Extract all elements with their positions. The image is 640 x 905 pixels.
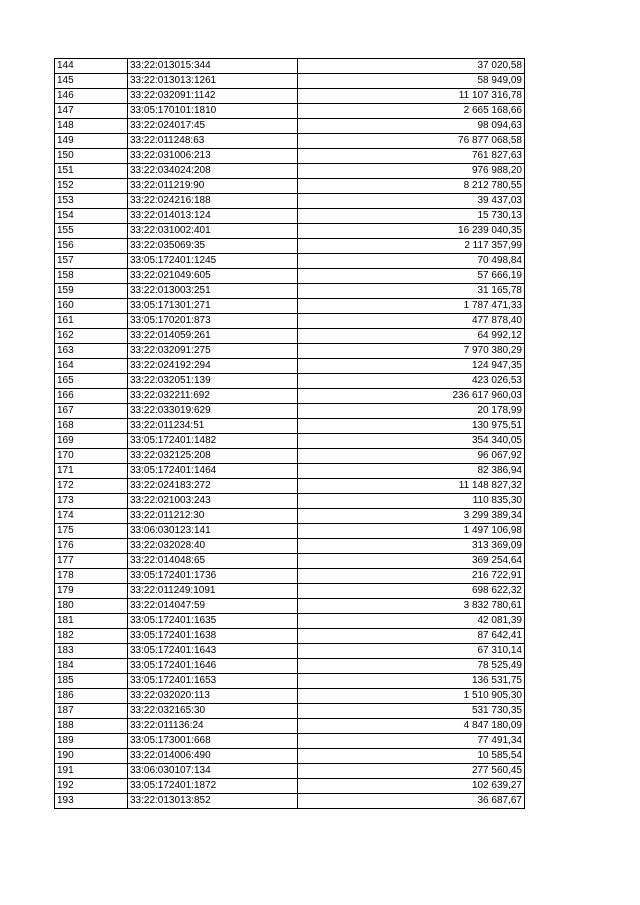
- row-number-cell: 169: [55, 434, 128, 449]
- cadastral-value-cell: 67 310,14: [298, 644, 525, 659]
- cadastral-value-cell: 11 107 316,78: [298, 89, 525, 104]
- cadastral-number-cell: 33:22:014013:124: [128, 209, 298, 224]
- table-row: [55, 134, 525, 149]
- cadastral-number-cell: 33:05:171301:271: [128, 299, 298, 314]
- cadastral-number-cell: 33:22:021049:605: [128, 269, 298, 284]
- cadastral-value-cell: 7 970 380,29: [298, 344, 525, 359]
- table-row: [55, 389, 525, 404]
- cadastral-value-cell: 20 178,99: [298, 404, 525, 419]
- cadastral-number-cell: 33:22:032165:30: [128, 704, 298, 719]
- cadastral-value-cell: 8 212 780,55: [298, 179, 525, 194]
- row-number-cell: 155: [55, 224, 128, 239]
- cadastral-value-cell: 58 949,09: [298, 74, 525, 89]
- row-number-cell: 166: [55, 389, 128, 404]
- table-row: [55, 119, 525, 134]
- row-number-cell: 144: [55, 59, 128, 74]
- row-number-cell: 170: [55, 449, 128, 464]
- cadastral-value-cell: 11 148 827,32: [298, 479, 525, 494]
- row-number-cell: 153: [55, 194, 128, 209]
- table-row: [55, 749, 525, 764]
- table-row: [55, 419, 525, 434]
- cadastral-value-cell: 369 254,64: [298, 554, 525, 569]
- cadastral-number-cell: 33:05:172401:1245: [128, 254, 298, 269]
- cadastral-number-cell: 33:22:032028:40: [128, 539, 298, 554]
- table-row: [55, 359, 525, 374]
- cadastral-value-cell: 761 827,63: [298, 149, 525, 164]
- cadastral-value-cell: 4 847 180,09: [298, 719, 525, 734]
- cadastral-number-cell: 33:06:030107:134: [128, 764, 298, 779]
- row-number-cell: 168: [55, 419, 128, 434]
- row-number-cell: 174: [55, 509, 128, 524]
- cadastral-number-cell: 33:22:024183:272: [128, 479, 298, 494]
- cadastral-number-cell: 33:22:011248:63: [128, 134, 298, 149]
- table-row: [55, 314, 525, 329]
- row-number-cell: 158: [55, 269, 128, 284]
- table-row: [55, 164, 525, 179]
- row-number-cell: 193: [55, 794, 128, 809]
- cadastral-value-cell: 31 165,78: [298, 284, 525, 299]
- row-number-cell: 146: [55, 89, 128, 104]
- table-row: [55, 509, 525, 524]
- row-number-cell: 167: [55, 404, 128, 419]
- cadastral-value-cell: 124 947,35: [298, 359, 525, 374]
- cadastral-value-cell: 3 832 780,61: [298, 599, 525, 614]
- cadastral-value-cell: 477 878,40: [298, 314, 525, 329]
- table-row: [55, 479, 525, 494]
- row-number-cell: 181: [55, 614, 128, 629]
- table-row: [55, 569, 525, 584]
- cadastral-value-cell: 15 730,13: [298, 209, 525, 224]
- table-row: [55, 779, 525, 794]
- row-number-cell: 176: [55, 539, 128, 554]
- row-number-cell: 161: [55, 314, 128, 329]
- cadastral-value-cell: 1 787 471,33: [298, 299, 525, 314]
- row-number-cell: 150: [55, 149, 128, 164]
- table-row: [55, 224, 525, 239]
- cadastral-number-cell: 33:22:014059:261: [128, 329, 298, 344]
- table-row: [55, 239, 525, 254]
- row-number-cell: 175: [55, 524, 128, 539]
- cadastral-value-table: [54, 58, 525, 809]
- table-row: [55, 104, 525, 119]
- cadastral-value-cell: 531 730,35: [298, 704, 525, 719]
- table-row: [55, 794, 525, 809]
- cadastral-value-cell: 10 585,54: [298, 749, 525, 764]
- cadastral-number-cell: 33:22:032091:275: [128, 344, 298, 359]
- cadastral-value-cell: 36 687,67: [298, 794, 525, 809]
- table-row: [55, 584, 525, 599]
- table-row: [55, 269, 525, 284]
- cadastral-value-cell: 3 299 389,34: [298, 509, 525, 524]
- row-number-cell: 157: [55, 254, 128, 269]
- cadastral-value-cell: 102 639,27: [298, 779, 525, 794]
- row-number-cell: 148: [55, 119, 128, 134]
- table-row: [55, 734, 525, 749]
- row-number-cell: 182: [55, 629, 128, 644]
- cadastral-value-cell: 70 498,84: [298, 254, 525, 269]
- row-number-cell: 164: [55, 359, 128, 374]
- cadastral-value-cell: 76 877 068,58: [298, 134, 525, 149]
- cadastral-value-cell: 16 239 040,35: [298, 224, 525, 239]
- row-number-cell: 163: [55, 344, 128, 359]
- cadastral-value-cell: 57 666,19: [298, 269, 525, 284]
- row-number-cell: 173: [55, 494, 128, 509]
- cadastral-number-cell: 33:05:172401:1736: [128, 569, 298, 584]
- cadastral-number-cell: 33:22:032211:692: [128, 389, 298, 404]
- cadastral-value-cell: 110 835,30: [298, 494, 525, 509]
- row-number-cell: 151: [55, 164, 128, 179]
- row-number-cell: 189: [55, 734, 128, 749]
- cadastral-number-cell: 33:22:011136:24: [128, 719, 298, 734]
- cadastral-number-cell: 33:22:011219:90: [128, 179, 298, 194]
- table-row: [55, 404, 525, 419]
- cadastral-number-cell: 33:05:172401:1464: [128, 464, 298, 479]
- cadastral-number-cell: 33:05:170101:1810: [128, 104, 298, 119]
- row-number-cell: 147: [55, 104, 128, 119]
- cadastral-number-cell: 33:22:013013:1261: [128, 74, 298, 89]
- cadastral-number-cell: 33:05:172401:1653: [128, 674, 298, 689]
- cadastral-value-cell: 96 067,92: [298, 449, 525, 464]
- cadastral-number-cell: 33:22:032125:208: [128, 449, 298, 464]
- row-number-cell: 154: [55, 209, 128, 224]
- row-number-cell: 186: [55, 689, 128, 704]
- row-number-cell: 188: [55, 719, 128, 734]
- cadastral-value-cell: 423 026,53: [298, 374, 525, 389]
- cadastral-number-cell: 33:22:014047:59: [128, 599, 298, 614]
- cadastral-value-cell: 236 617 960,03: [298, 389, 525, 404]
- row-number-cell: 177: [55, 554, 128, 569]
- cadastral-number-cell: 33:22:024216:188: [128, 194, 298, 209]
- cadastral-value-cell: 277 560,45: [298, 764, 525, 779]
- cadastral-number-cell: 33:22:011249:1091: [128, 584, 298, 599]
- table-row: [55, 149, 525, 164]
- cadastral-value-cell: 1 497 106,98: [298, 524, 525, 539]
- table-row: [55, 689, 525, 704]
- table-row: [55, 629, 525, 644]
- cadastral-number-cell: 33:22:013013:852: [128, 794, 298, 809]
- cadastral-value-cell: 136 531,75: [298, 674, 525, 689]
- cadastral-number-cell: 33:22:024192:294: [128, 359, 298, 374]
- cadastral-number-cell: 33:22:031006:213: [128, 149, 298, 164]
- table-row: [55, 719, 525, 734]
- row-number-cell: 184: [55, 659, 128, 674]
- table-row: [55, 284, 525, 299]
- cadastral-value-cell: 976 988,20: [298, 164, 525, 179]
- row-number-cell: 190: [55, 749, 128, 764]
- cadastral-number-cell: 33:22:034024:208: [128, 164, 298, 179]
- cadastral-number-cell: 33:06:030123:141: [128, 524, 298, 539]
- cadastral-number-cell: 33:22:013003:251: [128, 284, 298, 299]
- row-number-cell: 159: [55, 284, 128, 299]
- cadastral-number-cell: 33:05:172401:1482: [128, 434, 298, 449]
- table-row: [55, 644, 525, 659]
- cadastral-number-cell: 33:22:024017:45: [128, 119, 298, 134]
- row-number-cell: 180: [55, 599, 128, 614]
- cadastral-value-cell: 42 081,39: [298, 614, 525, 629]
- table-row: [55, 209, 525, 224]
- table-row: [55, 539, 525, 554]
- cadastral-number-cell: 33:05:172401:1643: [128, 644, 298, 659]
- row-number-cell: 160: [55, 299, 128, 314]
- cadastral-value-cell: 313 369,09: [298, 539, 525, 554]
- cadastral-number-cell: 33:05:172401:1872: [128, 779, 298, 794]
- cadastral-value-cell: 39 437,03: [298, 194, 525, 209]
- cadastral-value-cell: 37 020,58: [298, 59, 525, 74]
- table-body: [55, 59, 525, 809]
- row-number-cell: 171: [55, 464, 128, 479]
- table-row: [55, 704, 525, 719]
- table-row: [55, 179, 525, 194]
- table-row: [55, 449, 525, 464]
- row-number-cell: 162: [55, 329, 128, 344]
- row-number-cell: 183: [55, 644, 128, 659]
- table-row: [55, 89, 525, 104]
- table-row: [55, 344, 525, 359]
- cadastral-value-cell: 77 491,34: [298, 734, 525, 749]
- cadastral-value-cell: 82 386,94: [298, 464, 525, 479]
- cadastral-value-cell: 98 094,63: [298, 119, 525, 134]
- cadastral-value-cell: 216 722,91: [298, 569, 525, 584]
- row-number-cell: 178: [55, 569, 128, 584]
- table-row: [55, 59, 525, 74]
- table-row: [55, 299, 525, 314]
- cadastral-number-cell: 33:05:173001:668: [128, 734, 298, 749]
- cadastral-value-cell: 130 975,51: [298, 419, 525, 434]
- table-row: [55, 674, 525, 689]
- cadastral-value-cell: 64 992,12: [298, 329, 525, 344]
- cadastral-number-cell: 33:05:170201:873: [128, 314, 298, 329]
- cadastral-number-cell: 33:22:032020:113: [128, 689, 298, 704]
- cadastral-number-cell: 33:22:013015:344: [128, 59, 298, 74]
- cadastral-number-cell: 33:05:172401:1638: [128, 629, 298, 644]
- table-row: [55, 254, 525, 269]
- table-row: [55, 374, 525, 389]
- table-row: [55, 494, 525, 509]
- row-number-cell: 145: [55, 74, 128, 89]
- table-row: [55, 764, 525, 779]
- cadastral-value-cell: 698 622,32: [298, 584, 525, 599]
- row-number-cell: 192: [55, 779, 128, 794]
- table-row: [55, 434, 525, 449]
- cadastral-value-cell: 2 117 357,99: [298, 239, 525, 254]
- cadastral-number-cell: 33:22:032051:139: [128, 374, 298, 389]
- row-number-cell: 152: [55, 179, 128, 194]
- table-row: [55, 524, 525, 539]
- cadastral-number-cell: 33:22:011212:30: [128, 509, 298, 524]
- cadastral-number-cell: 33:22:033019:629: [128, 404, 298, 419]
- row-number-cell: 187: [55, 704, 128, 719]
- row-number-cell: 149: [55, 134, 128, 149]
- cadastral-number-cell: 33:05:172401:1646: [128, 659, 298, 674]
- cadastral-number-cell: 33:05:172401:1635: [128, 614, 298, 629]
- cadastral-value-cell: 2 665 168,66: [298, 104, 525, 119]
- cadastral-number-cell: 33:22:014048:65: [128, 554, 298, 569]
- row-number-cell: 156: [55, 239, 128, 254]
- table-row: [55, 614, 525, 629]
- cadastral-number-cell: 33:22:035069:35: [128, 239, 298, 254]
- row-number-cell: 179: [55, 584, 128, 599]
- table-row: [55, 74, 525, 89]
- table-row: [55, 599, 525, 614]
- cadastral-number-cell: 33:22:031002:401: [128, 224, 298, 239]
- cadastral-value-cell: 354 340,05: [298, 434, 525, 449]
- row-number-cell: 165: [55, 374, 128, 389]
- cadastral-number-cell: 33:22:011234:51: [128, 419, 298, 434]
- cadastral-value-cell: 78 525,49: [298, 659, 525, 674]
- cadastral-number-cell: 33:22:032091:1142: [128, 89, 298, 104]
- table-row: [55, 329, 525, 344]
- table-row: [55, 194, 525, 209]
- row-number-cell: 191: [55, 764, 128, 779]
- table-row: [55, 464, 525, 479]
- table-row: [55, 659, 525, 674]
- cadastral-value-cell: 87 642,41: [298, 629, 525, 644]
- row-number-cell: 172: [55, 479, 128, 494]
- row-number-cell: 185: [55, 674, 128, 689]
- cadastral-value-cell: 1 510 905,30: [298, 689, 525, 704]
- cadastral-number-cell: 33:22:014006:490: [128, 749, 298, 764]
- cadastral-number-cell: 33:22:021003:243: [128, 494, 298, 509]
- table-row: [55, 554, 525, 569]
